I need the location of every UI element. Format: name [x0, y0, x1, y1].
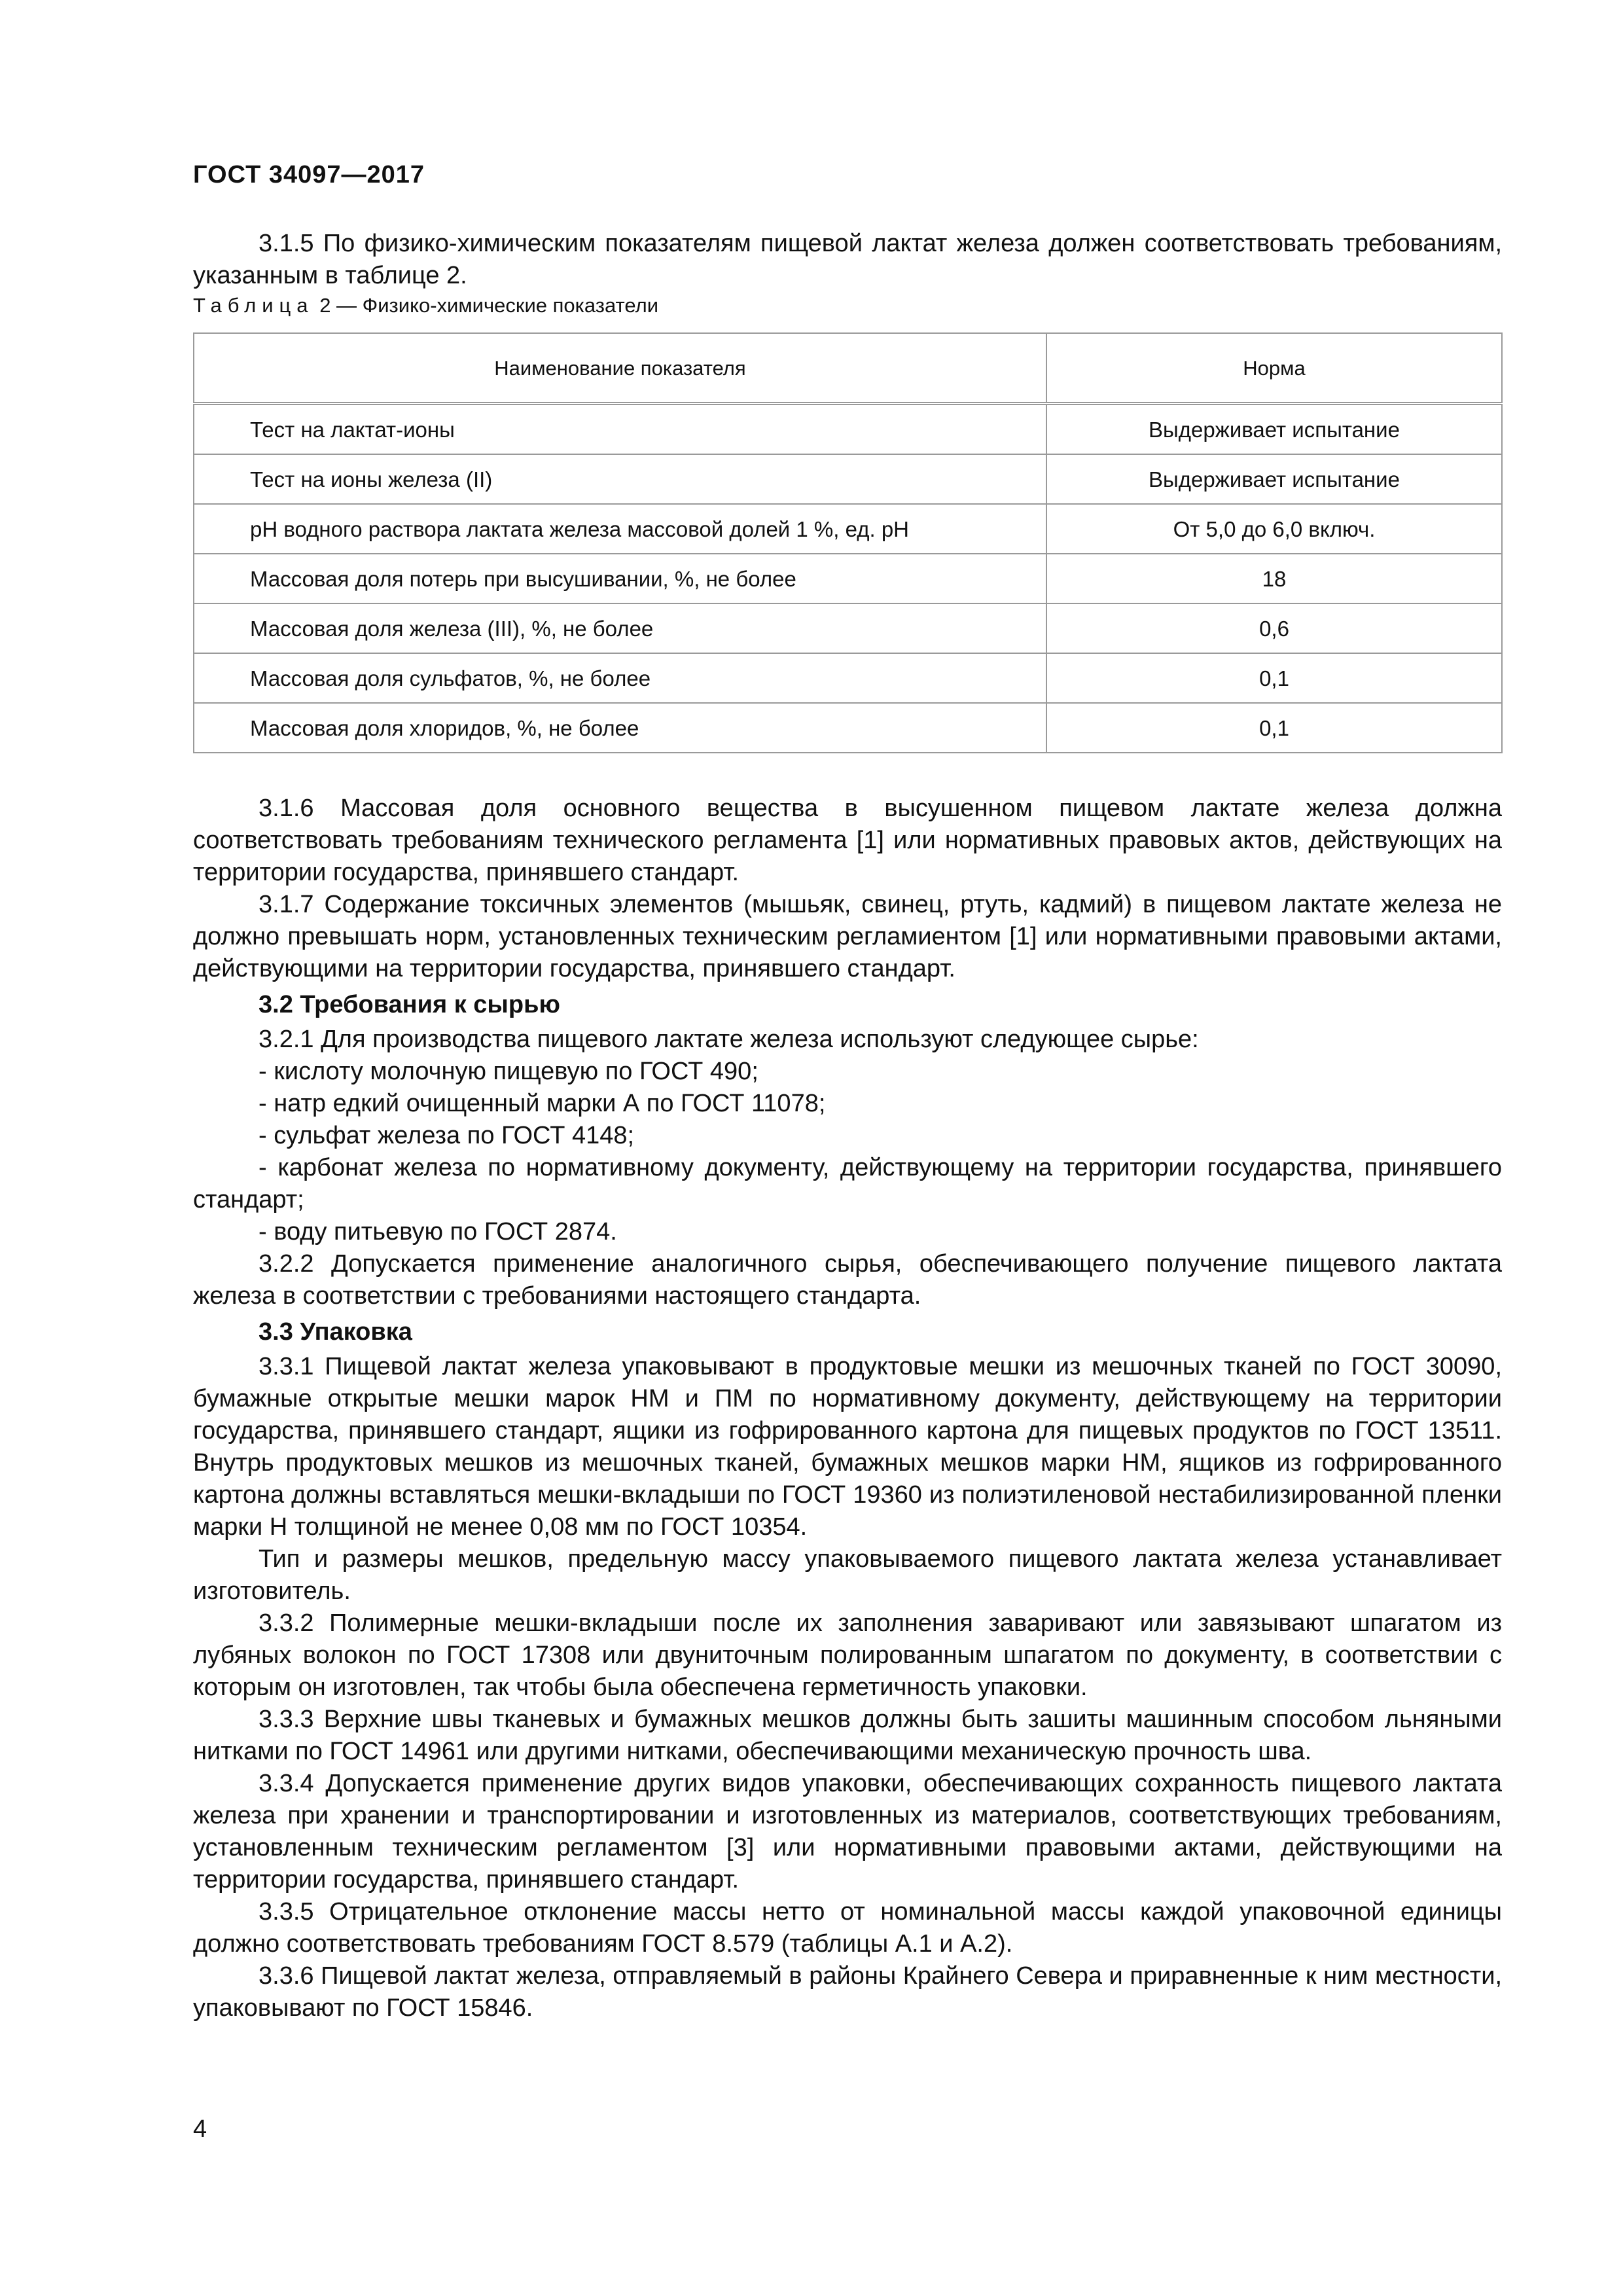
paragraph-3-3-6: 3.3.6 Пищевой лактат железа, отправляемый в районы Крайнего Севера и приравненные к ним местности, упаковывают по ГОСТ 15846.	[193, 1962, 1502, 2022]
table-cell-norm: 0,1	[1046, 653, 1502, 703]
list-item: - воду питьевую по ГОСТ 2874.	[259, 1218, 617, 1246]
list-item: - натр едкий очищенный марки А по ГОСТ 11078;	[259, 1090, 826, 1117]
paragraph-3-1-6: 3.1.6 Массовая доля основного вещества в высушенном пищевом лактате железа должна соответствовать требованиям технического регламента [1] или нормативных правовых актов, действующих на территории государства, принявшего стандарт.	[193, 795, 1502, 886]
list-item: - сульфат железа по ГОСТ 4148;	[259, 1122, 635, 1149]
table-row	[194, 504, 1502, 554]
section-title-3-3: 3.3 Упаковка	[259, 1318, 412, 1346]
document-header: ГОСТ 34097—2017	[193, 161, 425, 188]
table-cell-norm: Выдерживает испытание	[1046, 404, 1502, 455]
paragraph-3-3-2: 3.3.2 Полимерные мешки-вкладыши после их заполнения заваривают или завязывают шпагатом из лубяных волокон по ГОСТ 17308 или двуниточным полированным шпагатом по документу, в соответствии с которым он изготовлен, так чтобы была обеспечена герметичность упаковки.	[193, 1609, 1502, 1701]
table-cell-indicator: Массовая доля хлоридов, %, не более	[194, 703, 1046, 753]
table-header-name: Наименование показателя	[194, 333, 1046, 404]
paragraph-3-3-3: 3.3.3 Верхние швы тканевых и бумажных мешков должны быть зашиты машинным способом льняными нитками по ГОСТ 14961 или другими нитками, обеспечивающими механическую прочность шва.	[193, 1706, 1502, 1765]
paragraph-3-2-2: 3.2.2 Допускается применение аналогичного сырья, обеспечивающего получение пищевого лактата железа в соответствии с требованиями настоящего стандарта.	[193, 1250, 1502, 1310]
table-header-norm: Норма	[1046, 333, 1502, 404]
document-body	[193, 228, 1502, 2024]
paragraph-3-3-5: 3.3.5 Отрицательное отклонение массы нетто от номинальной массы каждой упаковочной единицы должно соответствовать требованиям ГОСТ 8.579 (таблицы А.1 и А.2).	[193, 1898, 1502, 1958]
table-row	[194, 603, 1502, 653]
paragraph-3-1-7: 3.1.7 Содержание токсичных элементов (мышьяк, свинец, ртуть, кадмий) в пищевом лактате железа не должно превышать норм, установленных техническим регламиентом [1] или нормативными правовыми актами, действующими на территории государства, принявшего стандарт.	[193, 891, 1502, 982]
table-cell-indicator: Массовая доля потерь при высушивании, %, не более	[194, 554, 1046, 603]
table-row	[194, 404, 1502, 455]
table-cell-norm: Выдерживает испытание	[1046, 454, 1502, 504]
paragraph-3-3-4: 3.3.4 Допускается применение других видов упаковки, обеспечивающих сохранность пищевого лактата железа при хранении и транспортировании и изготовленных из материалов, соответствующих требованиям, установленным техническим регламентом [3] или нормативными правовыми актами, действующими на территории государства, принявшего стандарт.	[193, 1770, 1502, 1893]
table-cell-norm: От 5,0 до 6,0 включ.	[1046, 504, 1502, 554]
table-cell-indicator: Массовая доля железа (III), %, не более	[194, 603, 1046, 653]
section-title-3-2: 3.2 Требования к сырью	[259, 991, 560, 1018]
table-cell-norm: 0,6	[1046, 603, 1502, 653]
table-caption-prefix: Таблица	[193, 294, 314, 317]
page-number: 4	[193, 2115, 207, 2143]
table-row	[194, 554, 1502, 603]
paragraph-3-3-1: 3.3.1 Пищевой лактат железа упаковывают в продуктовые мешки из мешочных тканей по ГОСТ 30090, бумажные открытые мешки марок НМ и ПМ по нормативному документу, действующему на территории государства, принявшего стандарт, ящики из гофрированного картона для пищевых продуктов по ГОСТ 13511. Внутрь продуктовых мешков из мешочных тканей, бумажных мешков марки НМ, ящиков из гофрированного картона должны вставляться мешки-вкладыши по ГОСТ 19360 из полиэтиленовой нестабилизированной пленки марки Н толщиной не менее 0,08 мм по ГОСТ 10354.	[193, 1353, 1502, 1541]
table-cell-norm: 18	[1046, 554, 1502, 603]
paragraph-3-2-1: 3.2.1 Для производства пищевого лактате железа используют следующее сырье:	[259, 1026, 1199, 1053]
table-caption	[193, 292, 1502, 319]
list-item: - карбонат железа по нормативному документу, действующему на территории государства, принявшего стандарт;	[193, 1154, 1502, 1213]
table-row	[194, 454, 1502, 504]
table-row	[194, 703, 1502, 753]
table-header-row	[194, 333, 1502, 404]
table-cell-indicator: Тест на ионы железа (II)	[194, 454, 1046, 504]
table-cell-norm: 0,1	[1046, 703, 1502, 753]
table-row	[194, 653, 1502, 703]
paragraph-3-1-5: 3.1.5 По физико-химическим показателям пищевой лактат железа должен соответствовать требованиям, указанным в таблице 2.	[193, 230, 1502, 289]
paragraph-bag-types: Тип и размеры мешков, предельную массу упаковываемого пищевого лактата железа устанавливает изготовитель.	[193, 1545, 1502, 1605]
physicochemical-table	[193, 332, 1503, 753]
table-cell-indicator: pH водного раствора лактата железа массовой долей 1 %, ед. pH	[194, 504, 1046, 554]
table-cell-indicator: Тест на лактат-ионы	[194, 404, 1046, 455]
table-caption-text: 2 — Физико-химические показатели	[319, 294, 659, 317]
list-item: - кислоту молочную пищевую по ГОСТ 490;	[259, 1058, 758, 1085]
table-cell-indicator: Массовая доля сульфатов, %, не более	[194, 653, 1046, 703]
